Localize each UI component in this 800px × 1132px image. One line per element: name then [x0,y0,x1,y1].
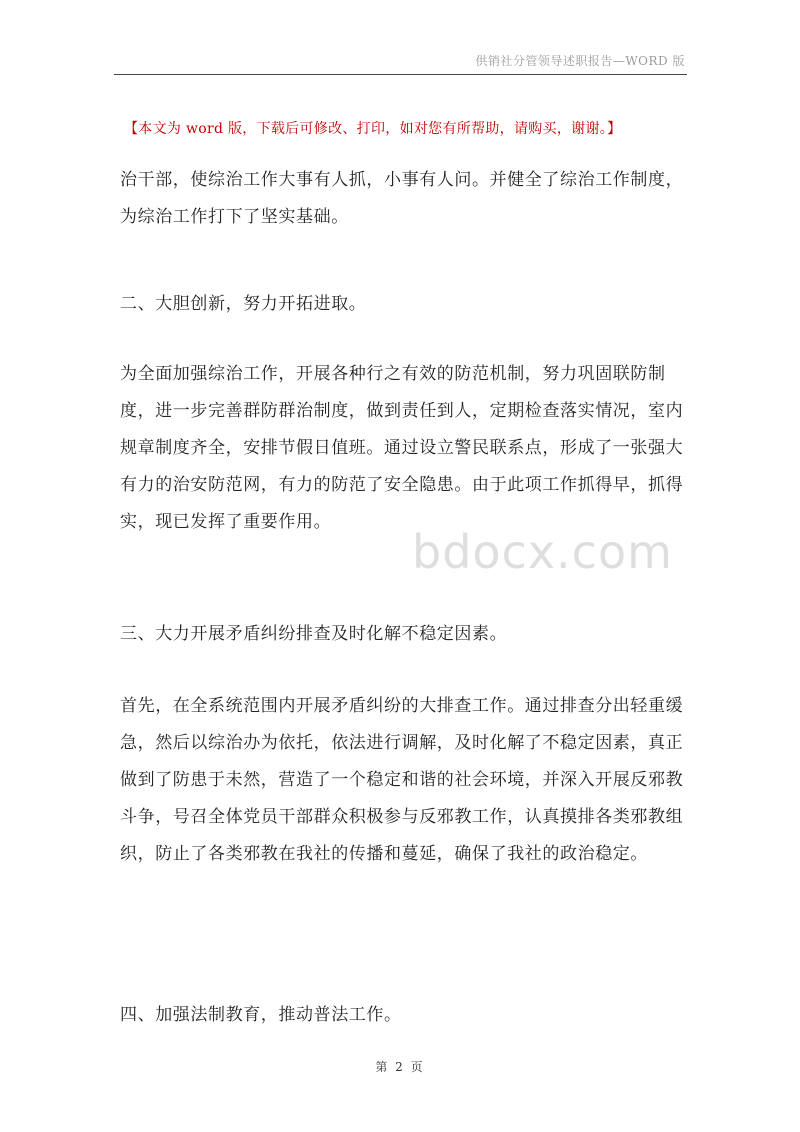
section-heading-3: 三、大力开展矛盾纠纷排查及时化解不稳定因素。 [120,624,508,644]
purchase-notice: 【本文为 word 版，下载后可修改、打印，如对您有所帮助，请购买，谢谢。】 [124,121,622,137]
paragraph-2: 为全面加强综治工作，开展各种行之有效的防范机制，努力巩固联防制度，进一步完善群防群治制度，做到责任到人，定期检查落实情况，室内规章制度齐全，安排节假日值班。通过设立警民联系点，形成了一张强大有力的治安防范网，有力的防范了安全隐患。由于此项工作抓得早，抓得实，现已发挥了重要作用。 [120,364,684,532]
paragraph-1: 治干部，使综治工作大事有人抓，小事有人问。并健全了综治工作制度，为综治工作打下了坚实基础。 [120,170,684,227]
paragraph-3: 首先，在全系统范围内开展矛盾纠纷的大排查工作。通过排查分出轻重缓急，然后以综治办为依托，依法进行调解，及时化解了不稳定因素，真正做到了防患于未然，营造了一个稳定和谐的社会环境，并深入开展反邪教斗争，号召全体党员干部群众积极参与反邪教工作，认真摸排各类邪教组织，防止了各类邪教在我社的传播和蔓延，确保了我社的政治稳定。 [120,696,684,864]
watermark: bdocx.com [412,525,673,579]
header-divider [114,74,687,75]
section-heading-4: 四、加强法制教育，推动普法工作。 [120,1005,402,1025]
document-header-title: 供销社分管领导述职报告—WORD 版 [475,54,685,68]
page-number: 第 2 页 [375,1060,425,1074]
section-heading-2: 二、大胆创新，努力开拓进取。 [120,294,367,314]
